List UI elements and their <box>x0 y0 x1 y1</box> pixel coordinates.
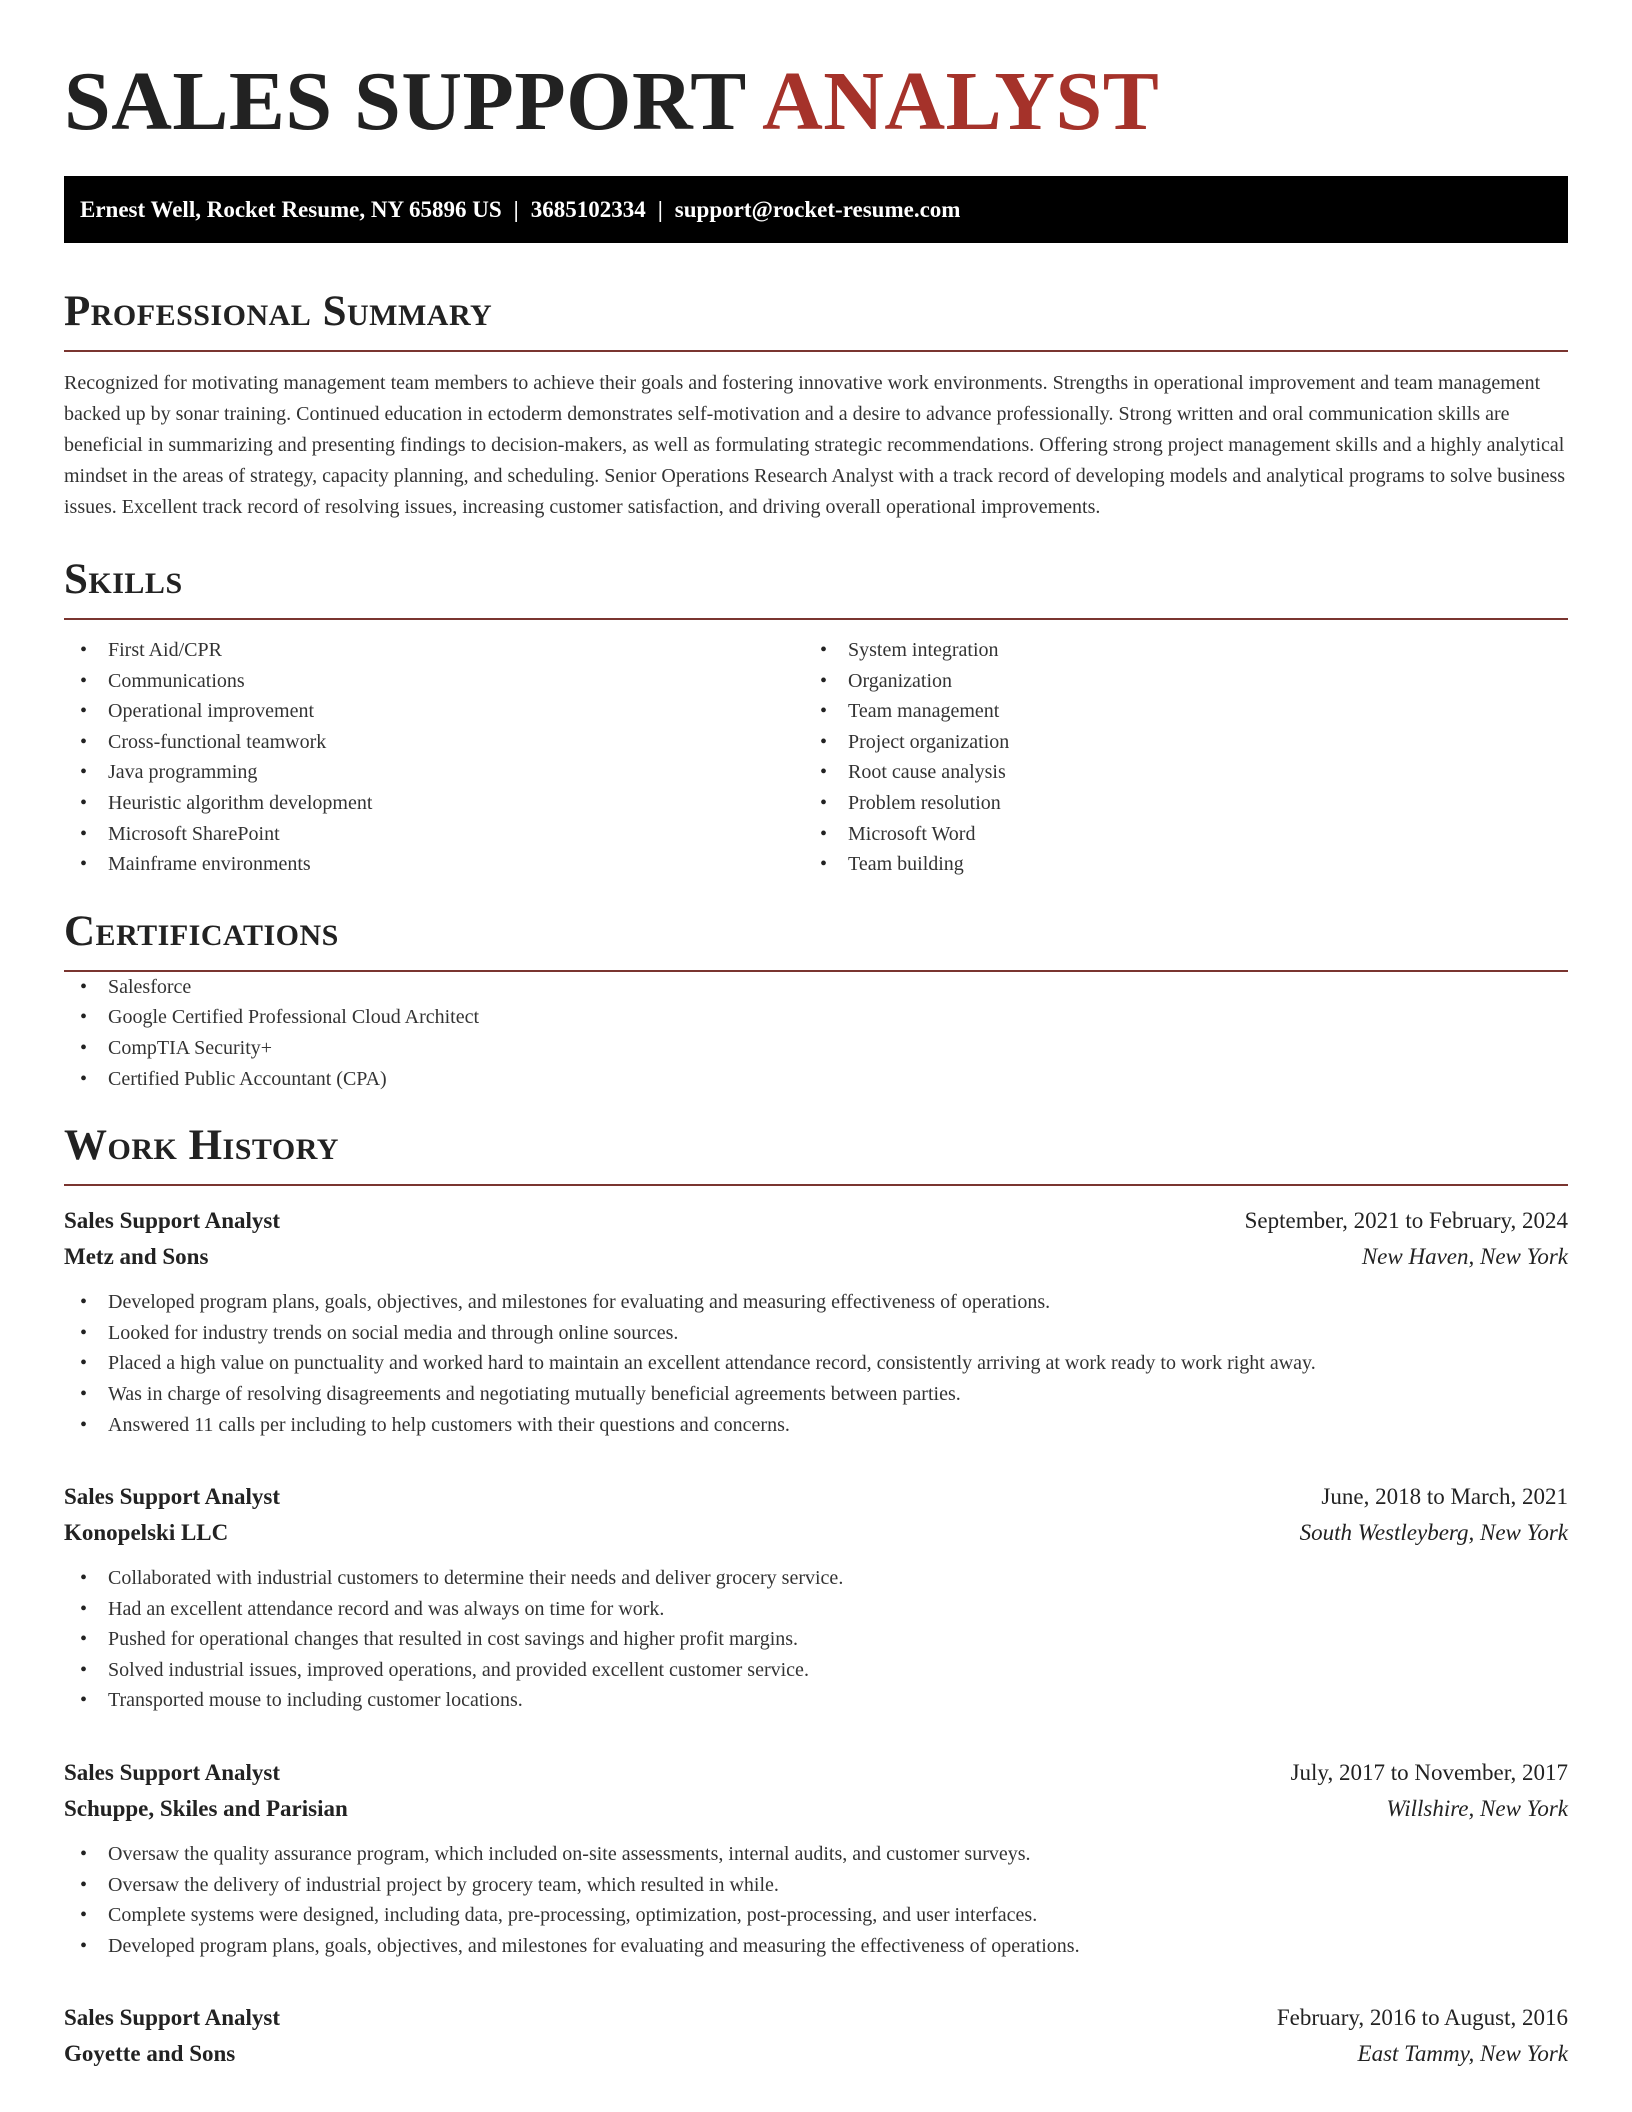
list-item: • First Aid/CPR <box>64 635 804 666</box>
contact-separator: | <box>513 197 519 222</box>
list-item: • Developed program plans, goals, objectives, and milestones for evaluating and measuring effectiveness of operations. <box>64 1287 1568 1318</box>
list-item: • CompTIA Security+ <box>64 1033 1568 1064</box>
skills-list-left <box>64 635 804 880</box>
skills-section <box>64 555 1568 880</box>
work-history-section <box>64 1121 1568 2072</box>
list-item: • Project organization <box>804 727 1544 758</box>
certifications-section <box>64 907 1568 1094</box>
section-heading-work-history: Work History <box>64 1122 339 1170</box>
job-company-row <box>64 2036 1568 2072</box>
list-item: • Looked for industry trends on social media and through online sources. <box>64 1318 1568 1349</box>
contact-bar <box>64 176 1568 243</box>
job-duties-list <box>64 1839 1568 1961</box>
job-dates: July, 2017 to November, 2017 <box>1290 1760 1568 1786</box>
job-title: Sales Support Analyst <box>64 1484 281 1510</box>
job-location: South Westleyberg, New York <box>1299 1520 1568 1546</box>
skills-list-right <box>804 635 1544 880</box>
skills-column-right <box>804 635 1544 880</box>
contact-phone: 3685102334 <box>530 197 646 222</box>
job-header-row <box>64 2000 1568 2036</box>
list-item: • Team management <box>804 696 1544 727</box>
job-location: New Haven, New York <box>1361 1244 1568 1270</box>
job-entry <box>64 1203 1568 1440</box>
summary-text: Recognized for motivating management team members to achieve their goals and fostering innovative work environments. Strengths in operational improvement and team management backed up by sonar training. Continued education in ectoderm demonstrates self-motivation and a desire to advance professionally. Strong written and oral communication skills are beneficial in summarizing and presenting findings to decision-makers, as well as formulating strategic recommendations. Offering strong project management skills and a highly analytical mindset in the areas of strategy, capacity planning, and scheduling. Senior Operations Research Analyst with a track record of developing models and analytical programs to solve business issues. Excellent track record of resolving issues, increasing customer satisfaction, and driving overall operational improvements. <box>64 372 1566 518</box>
job-dates: June, 2018 to March, 2021 <box>1321 1484 1568 1510</box>
job-entry <box>64 1479 1568 1716</box>
jobs-list <box>64 1203 1568 2072</box>
skills-column-left <box>64 635 804 880</box>
list-item: • Google Certified Professional Cloud Architect <box>64 1002 1568 1033</box>
job-duties-list <box>64 1563 1568 1716</box>
list-item: • Salesforce <box>64 972 1568 1003</box>
contact-email: support@rocket-resume.com <box>674 197 961 222</box>
job-header-row <box>64 1479 1568 1515</box>
list-item: • Problem resolution <box>804 788 1544 819</box>
section-heading-certifications: Certifications <box>64 907 339 955</box>
list-item: • Microsoft Word <box>804 819 1544 850</box>
list-item: • Collaborated with industrial customers to determine their needs and deliver grocery service. <box>64 1563 1568 1594</box>
section-heading-skills: Skills <box>64 556 183 603</box>
list-item: • System integration <box>804 635 1544 666</box>
section-divider <box>64 618 1568 620</box>
list-item: • Complete systems were designed, including data, pre-processing, optimization, post-processing, and user interfaces. <box>64 1900 1568 1931</box>
list-item: • Certified Public Accountant (CPA) <box>64 1064 1568 1095</box>
job-header-row <box>64 1203 1568 1239</box>
list-item: • Organization <box>804 666 1544 697</box>
section-divider <box>64 1184 1568 1186</box>
job-location: East Tammy, New York <box>1357 2041 1568 2067</box>
job-company: Schuppe, Skiles and Parisian <box>64 1796 348 1822</box>
list-item: • Team building <box>804 849 1544 880</box>
summary-section <box>64 287 1568 523</box>
job-title: Sales Support Analyst <box>64 2005 281 2031</box>
job-title: Sales Support Analyst <box>64 1208 281 1234</box>
list-item: • Solved industrial issues, improved operations, and provided excellent customer service. <box>64 1655 1568 1686</box>
list-item: • Cross-functional teamwork <box>64 727 804 758</box>
list-item: • Communications <box>64 666 804 697</box>
certifications-list <box>64 972 1568 1094</box>
list-item: • Was in charge of resolving disagreements and negotiating mutually beneficial agreements between parties. <box>64 1379 1568 1410</box>
list-item: • Placed a high value on punctuality and worked hard to maintain an excellent attendance record, consistently arriving at work ready to work right away. <box>64 1348 1568 1379</box>
job-duties-list <box>64 1287 1568 1440</box>
job-company-row <box>64 1239 1568 1275</box>
job-entry <box>64 2000 1568 2072</box>
list-item: • Oversaw the delivery of industrial project by grocery team, which resulted in while. <box>64 1870 1568 1901</box>
job-company: Goyette and Sons <box>64 2041 236 2067</box>
list-item: • Operational improvement <box>64 696 804 727</box>
job-company: Konopelski LLC <box>64 1520 229 1546</box>
resume-title <box>64 0 1568 149</box>
section-divider <box>64 350 1568 352</box>
job-entry <box>64 1755 1568 1961</box>
job-company: Metz and Sons <box>64 1244 209 1270</box>
section-heading-summary: Professional Summary <box>64 288 493 335</box>
list-item: • Root cause analysis <box>804 757 1544 788</box>
title-part-primary: SALES SUPPORT <box>64 55 746 148</box>
list-item: • Pushed for operational changes that resulted in cost savings and higher profit margins. <box>64 1624 1568 1655</box>
list-item: • Oversaw the quality assurance program, which included on-site assessments, internal audits, and customer surveys. <box>64 1839 1568 1870</box>
job-dates: February, 2016 to August, 2016 <box>1276 2005 1568 2031</box>
job-company-row <box>64 1791 1568 1827</box>
skills-grid <box>64 635 1568 880</box>
contact-separator: | <box>657 197 663 222</box>
title-part-accent: ANALYST <box>762 55 1160 148</box>
list-item: • Microsoft SharePoint <box>64 819 804 850</box>
list-item: • Developed program plans, goals, objectives, and milestones for evaluating and measuring the effectiveness of operations. <box>64 1931 1568 1962</box>
list-item: • Mainframe environments <box>64 849 804 880</box>
job-header-row <box>64 1755 1568 1791</box>
job-company-row <box>64 1515 1568 1551</box>
list-item: • Transported mouse to including customer locations. <box>64 1685 1568 1716</box>
list-item: • Had an excellent attendance record and was always on time for work. <box>64 1594 1568 1625</box>
job-dates: September, 2021 to February, 2024 <box>1244 1208 1568 1234</box>
contact-address: Ernest Well, Rocket Resume, NY 65896 US <box>80 197 502 222</box>
job-title: Sales Support Analyst <box>64 1760 281 1786</box>
list-item: • Answered 11 calls per including to help customers with their questions and concerns. <box>64 1410 1568 1441</box>
list-item: • Java programming <box>64 757 804 788</box>
job-location: Willshire, New York <box>1386 1796 1568 1822</box>
list-item: • Heuristic algorithm development <box>64 788 804 819</box>
